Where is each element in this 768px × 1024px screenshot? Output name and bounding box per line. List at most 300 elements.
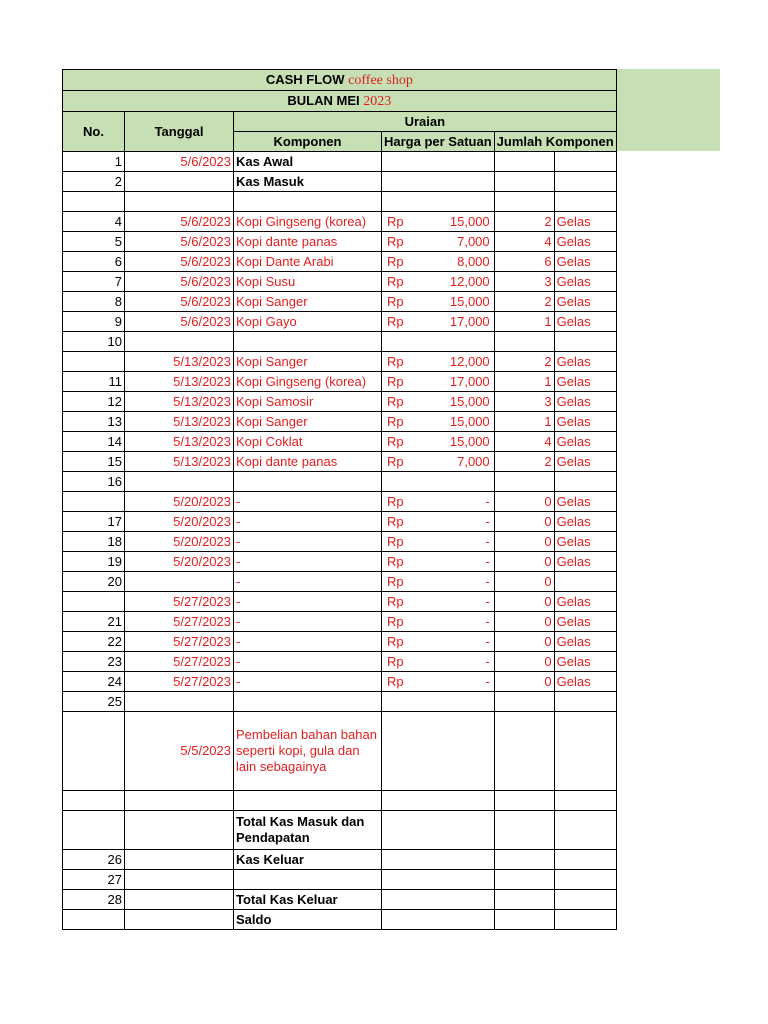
cell-unit[interactable]: Gelas bbox=[554, 612, 616, 632]
cell-komponen[interactable]: - bbox=[234, 652, 382, 672]
currency-label: Rp bbox=[387, 554, 404, 569]
cell-unit[interactable]: Gelas bbox=[554, 412, 616, 432]
cell-qty[interactable]: 0 bbox=[494, 572, 554, 592]
currency-label: Rp bbox=[387, 274, 404, 289]
cell-unit[interactable]: Gelas bbox=[554, 512, 616, 532]
cell-unit[interactable] bbox=[554, 472, 616, 492]
cash-flow-table bbox=[62, 69, 617, 930]
cell-tanggal[interactable] bbox=[125, 572, 234, 592]
header-highlight-extension bbox=[603, 69, 720, 151]
cell-tanggal[interactable]: 5/27/2023 bbox=[125, 652, 234, 672]
cash-flow-sheet bbox=[62, 69, 617, 930]
cell-qty[interactable] bbox=[494, 712, 554, 791]
currency-label: Rp bbox=[387, 494, 404, 509]
cell-unit[interactable]: Gelas bbox=[554, 232, 616, 252]
cell-harga[interactable] bbox=[382, 791, 495, 811]
cell-komponen[interactable]: Kopi Gayo bbox=[234, 312, 382, 332]
cell-no[interactable]: 6 bbox=[63, 252, 125, 272]
cell-unit[interactable]: Gelas bbox=[554, 312, 616, 332]
cell-tanggal[interactable]: 5/6/2023 bbox=[125, 272, 234, 292]
cell-no[interactable] bbox=[63, 592, 125, 612]
cell-qty[interactable] bbox=[494, 172, 554, 192]
cell-komponen[interactable]: - bbox=[234, 532, 382, 552]
cell-tanggal[interactable] bbox=[125, 890, 234, 910]
cell-harga[interactable] bbox=[382, 512, 495, 532]
price-value: - bbox=[485, 634, 490, 649]
cell-komponen[interactable]: - bbox=[234, 572, 382, 592]
cell-tanggal[interactable]: 5/27/2023 bbox=[125, 672, 234, 692]
saldo-label[interactable]: Saldo bbox=[234, 910, 382, 930]
cell-qty[interactable]: 3 bbox=[494, 272, 554, 292]
cell-qty[interactable]: 4 bbox=[494, 232, 554, 252]
cell-komponen[interactable]: Kopi Coklat bbox=[234, 432, 382, 452]
cell-no[interactable]: 15 bbox=[63, 452, 125, 472]
cell-unit[interactable] bbox=[554, 791, 616, 811]
cell-tanggal[interactable] bbox=[125, 332, 234, 352]
cell-komponen[interactable]: - bbox=[234, 512, 382, 532]
cell-qty[interactable]: 0 bbox=[494, 632, 554, 652]
cell-harga[interactable] bbox=[382, 552, 495, 572]
title-suffix: coffee shop bbox=[348, 73, 413, 88]
cell-no[interactable]: 25 bbox=[63, 692, 125, 712]
cell-unit[interactable] bbox=[554, 910, 616, 930]
cell-komponen[interactable]: - bbox=[234, 612, 382, 632]
cell-no[interactable] bbox=[63, 352, 125, 372]
cell-no[interactable]: 16 bbox=[63, 472, 125, 492]
cell-harga[interactable] bbox=[382, 910, 495, 930]
currency-label: Rp bbox=[387, 254, 404, 269]
cell-tanggal[interactable]: 5/6/2023 bbox=[125, 292, 234, 312]
cell-no[interactable]: 9 bbox=[63, 312, 125, 332]
table-row bbox=[63, 672, 617, 692]
cell-komponen[interactable]: - bbox=[234, 552, 382, 572]
cell-no[interactable]: 14 bbox=[63, 432, 125, 452]
cell-no[interactable]: 19 bbox=[63, 552, 125, 572]
cell-harga[interactable] bbox=[382, 692, 495, 712]
price-value: 8,000 bbox=[457, 254, 490, 269]
month-year: 2023 bbox=[363, 94, 392, 109]
cell-tanggal[interactable] bbox=[125, 850, 234, 870]
month-prefix: BULAN MEI bbox=[287, 93, 360, 108]
cell-unit[interactable]: Gelas bbox=[554, 632, 616, 652]
currency-label: Rp bbox=[387, 574, 404, 589]
kas-keluar-label[interactable]: Kas Keluar bbox=[234, 850, 382, 870]
cell-unit[interactable]: Gelas bbox=[554, 492, 616, 512]
cell-qty[interactable]: 3 bbox=[494, 392, 554, 412]
cell-unit[interactable]: Gelas bbox=[554, 452, 616, 472]
cell-unit[interactable]: Gelas bbox=[554, 552, 616, 572]
table-row bbox=[63, 712, 617, 791]
cell-no[interactable]: 12 bbox=[63, 392, 125, 412]
cell-harga[interactable] bbox=[382, 372, 495, 392]
sheet-title[interactable] bbox=[63, 70, 617, 91]
cell-qty[interactable] bbox=[494, 870, 554, 890]
cell-komponen[interactable]: Kas Awal bbox=[234, 152, 382, 172]
col-header-harga[interactable]: Harga per Satuan bbox=[382, 132, 495, 152]
cell-no[interactable]: 20 bbox=[63, 572, 125, 592]
price-value: 17,000 bbox=[449, 314, 490, 329]
col-header-tanggal[interactable]: Tanggal bbox=[125, 112, 234, 152]
cell-qty[interactable] bbox=[494, 811, 554, 850]
cell-harga[interactable] bbox=[382, 252, 495, 272]
cell-tanggal[interactable] bbox=[125, 791, 234, 811]
currency-label: Rp bbox=[387, 354, 404, 369]
table-row bbox=[63, 512, 617, 532]
currency-label: Rp bbox=[387, 654, 404, 669]
cell-qty[interactable]: 2 bbox=[494, 452, 554, 472]
cell-unit[interactable] bbox=[554, 712, 616, 791]
table-row bbox=[63, 212, 617, 232]
cell-unit[interactable] bbox=[554, 811, 616, 850]
cell-no[interactable] bbox=[63, 492, 125, 512]
table-row bbox=[63, 472, 617, 492]
cell-harga[interactable] bbox=[382, 392, 495, 412]
cell-harga[interactable] bbox=[382, 532, 495, 552]
cell-tanggal[interactable]: 5/6/2023 bbox=[125, 312, 234, 332]
cell-harga[interactable] bbox=[382, 811, 495, 850]
cell-tanggal[interactable]: 5/20/2023 bbox=[125, 512, 234, 532]
cell-unit[interactable]: Gelas bbox=[554, 432, 616, 452]
price-value: - bbox=[485, 574, 490, 589]
cell-tanggal[interactable]: 5/20/2023 bbox=[125, 532, 234, 552]
currency-label: Rp bbox=[387, 614, 404, 629]
table-row bbox=[63, 432, 617, 452]
cell-komponen[interactable]: Kopi Gingseng (korea) bbox=[234, 372, 382, 392]
price-value: - bbox=[485, 654, 490, 669]
cell-no[interactable]: 10 bbox=[63, 332, 125, 352]
cell-tanggal[interactable]: 5/13/2023 bbox=[125, 392, 234, 412]
table-row bbox=[63, 232, 617, 252]
table-row bbox=[63, 850, 617, 870]
cell-tanggal[interactable]: 5/13/2023 bbox=[125, 432, 234, 452]
cell-harga[interactable] bbox=[382, 272, 495, 292]
currency-label: Rp bbox=[387, 314, 404, 329]
cell-no[interactable] bbox=[63, 791, 125, 811]
col-header-komponen[interactable]: Komponen bbox=[234, 132, 382, 152]
cell-harga[interactable] bbox=[382, 672, 495, 692]
price-value: 15,000 bbox=[449, 294, 490, 309]
cell-no[interactable]: 24 bbox=[63, 672, 125, 692]
cell-harga[interactable] bbox=[382, 592, 495, 612]
cell-komponen[interactable]: - bbox=[234, 492, 382, 512]
table-row bbox=[63, 870, 617, 890]
price-value: 12,000 bbox=[449, 354, 490, 369]
cell-unit[interactable]: Gelas bbox=[554, 672, 616, 692]
cell-no[interactable]: 26 bbox=[63, 850, 125, 870]
col-header-no[interactable]: No. bbox=[63, 112, 125, 152]
cell-unit[interactable]: Gelas bbox=[554, 372, 616, 392]
table-row bbox=[63, 910, 617, 930]
cell-harga[interactable] bbox=[382, 850, 495, 870]
cell-komponen[interactable]: - bbox=[234, 672, 382, 692]
table-row bbox=[63, 152, 617, 172]
currency-label: Rp bbox=[387, 634, 404, 649]
cell-qty[interactable] bbox=[494, 850, 554, 870]
cell-komponen[interactable]: Kopi Susu bbox=[234, 272, 382, 292]
cell-no[interactable]: 7 bbox=[63, 272, 125, 292]
cell-no[interactable]: 17 bbox=[63, 512, 125, 532]
col-header-jumlah[interactable]: Jumlah Komponen bbox=[494, 132, 616, 152]
cell-no[interactable]: 2 bbox=[63, 172, 125, 192]
cell-harga[interactable] bbox=[382, 572, 495, 592]
cell-tanggal[interactable]: 5/27/2023 bbox=[125, 632, 234, 652]
title-prefix: CASH FLOW bbox=[265, 72, 345, 87]
cell-harga[interactable] bbox=[382, 172, 495, 192]
cell-harga[interactable] bbox=[382, 192, 495, 212]
cell-unit[interactable] bbox=[554, 870, 616, 890]
cell-no[interactable]: 21 bbox=[63, 612, 125, 632]
table-row bbox=[63, 692, 617, 712]
col-header-uraian[interactable]: Uraian bbox=[234, 112, 617, 132]
cell-no[interactable]: 23 bbox=[63, 652, 125, 672]
cell-komponen[interactable]: Kopi Dante Arabi bbox=[234, 252, 382, 272]
cell-komponen[interactable]: Kopi Gingseng (korea) bbox=[234, 212, 382, 232]
price-value: 12,000 bbox=[449, 274, 490, 289]
total-kas-keluar-label[interactable]: Total Kas Keluar bbox=[234, 890, 382, 910]
cell-harga[interactable] bbox=[382, 712, 495, 791]
cell-qty[interactable] bbox=[494, 472, 554, 492]
table-row bbox=[63, 791, 617, 811]
currency-label: Rp bbox=[387, 394, 404, 409]
cell-qty[interactable]: 1 bbox=[494, 412, 554, 432]
cell-tanggal[interactable] bbox=[125, 192, 234, 212]
table-row bbox=[63, 552, 617, 572]
cell-komponen[interactable] bbox=[234, 870, 382, 890]
cell-komponen[interactable]: Kopi dante panas bbox=[234, 232, 382, 252]
table-row bbox=[63, 652, 617, 672]
cell-tanggal[interactable]: 5/5/2023 bbox=[125, 712, 234, 791]
cell-qty[interactable]: 2 bbox=[494, 352, 554, 372]
cell-harga[interactable] bbox=[382, 890, 495, 910]
cell-unit[interactable]: Gelas bbox=[554, 252, 616, 272]
cell-no[interactable]: 27 bbox=[63, 870, 125, 890]
currency-label: Rp bbox=[387, 294, 404, 309]
table-row bbox=[63, 532, 617, 552]
cell-harga[interactable] bbox=[382, 472, 495, 492]
cell-qty[interactable]: 0 bbox=[494, 672, 554, 692]
cell-unit[interactable]: Gelas bbox=[554, 392, 616, 412]
price-value: 7,000 bbox=[457, 234, 490, 249]
currency-label: Rp bbox=[387, 514, 404, 529]
cell-harga[interactable] bbox=[382, 870, 495, 890]
cell-tanggal[interactable]: 5/20/2023 bbox=[125, 492, 234, 512]
table-row bbox=[63, 312, 617, 332]
price-value: - bbox=[485, 594, 490, 609]
price-value: - bbox=[485, 674, 490, 689]
cell-no[interactable]: 11 bbox=[63, 372, 125, 392]
cell-no[interactable]: 8 bbox=[63, 292, 125, 312]
cell-qty[interactable]: 0 bbox=[494, 652, 554, 672]
cell-harga[interactable] bbox=[382, 232, 495, 252]
table-row bbox=[63, 172, 617, 192]
price-value: 15,000 bbox=[449, 434, 490, 449]
table-row bbox=[63, 632, 617, 652]
price-value: 15,000 bbox=[449, 414, 490, 429]
cell-tanggal[interactable] bbox=[125, 870, 234, 890]
cell-tanggal[interactable] bbox=[125, 472, 234, 492]
cell-qty[interactable] bbox=[494, 910, 554, 930]
cell-qty[interactable]: 0 bbox=[494, 592, 554, 612]
cell-komponen[interactable] bbox=[234, 192, 382, 212]
cell-tanggal[interactable]: 5/6/2023 bbox=[125, 232, 234, 252]
cell-qty[interactable]: 1 bbox=[494, 372, 554, 392]
cell-komponen[interactable]: Kopi Sanger bbox=[234, 352, 382, 372]
cell-qty[interactable]: 0 bbox=[494, 612, 554, 632]
table-row bbox=[63, 332, 617, 352]
currency-label: Rp bbox=[387, 594, 404, 609]
table-row bbox=[63, 492, 617, 512]
cell-no[interactable] bbox=[63, 910, 125, 930]
cell-tanggal[interactable] bbox=[125, 910, 234, 930]
cell-tanggal[interactable]: 5/6/2023 bbox=[125, 212, 234, 232]
cell-harga[interactable] bbox=[382, 332, 495, 352]
cell-harga[interactable] bbox=[382, 352, 495, 372]
cell-unit[interactable]: Gelas bbox=[554, 272, 616, 292]
cell-qty[interactable]: 0 bbox=[494, 552, 554, 572]
cell-unit[interactable] bbox=[554, 572, 616, 592]
cell-qty[interactable]: 2 bbox=[494, 212, 554, 232]
cell-tanggal[interactable]: 5/27/2023 bbox=[125, 612, 234, 632]
price-value: - bbox=[485, 514, 490, 529]
cell-qty[interactable]: 0 bbox=[494, 512, 554, 532]
cell-tanggal[interactable]: 5/13/2023 bbox=[125, 372, 234, 392]
cell-komponen[interactable] bbox=[234, 332, 382, 352]
currency-label: Rp bbox=[387, 434, 404, 449]
cell-unit[interactable]: Gelas bbox=[554, 532, 616, 552]
table-row bbox=[63, 592, 617, 612]
cell-tanggal[interactable] bbox=[125, 172, 234, 192]
cell-tanggal[interactable]: 5/13/2023 bbox=[125, 352, 234, 372]
cell-harga[interactable] bbox=[382, 152, 495, 172]
cell-qty[interactable]: 6 bbox=[494, 252, 554, 272]
cell-harga[interactable] bbox=[382, 212, 495, 232]
cell-komponen[interactable] bbox=[234, 791, 382, 811]
cell-harga[interactable] bbox=[382, 652, 495, 672]
cell-qty[interactable]: 0 bbox=[494, 532, 554, 552]
currency-label: Rp bbox=[387, 374, 404, 389]
price-value: - bbox=[485, 614, 490, 629]
cell-qty[interactable]: 2 bbox=[494, 292, 554, 312]
cell-unit[interactable] bbox=[554, 692, 616, 712]
cell-unit[interactable] bbox=[554, 850, 616, 870]
cell-tanggal[interactable] bbox=[125, 811, 234, 850]
cell-harga[interactable] bbox=[382, 412, 495, 432]
cell-komponen[interactable]: Kopi Samosir bbox=[234, 392, 382, 412]
cell-komponen[interactable]: Kopi Sanger bbox=[234, 292, 382, 312]
cell-harga[interactable] bbox=[382, 492, 495, 512]
cell-unit[interactable] bbox=[554, 332, 616, 352]
cell-unit[interactable] bbox=[554, 192, 616, 212]
cell-no[interactable]: 4 bbox=[63, 212, 125, 232]
table-row bbox=[63, 252, 617, 272]
cell-no[interactable]: 5 bbox=[63, 232, 125, 252]
cell-unit[interactable] bbox=[554, 152, 616, 172]
cell-komponen[interactable] bbox=[234, 692, 382, 712]
cell-no[interactable] bbox=[63, 192, 125, 212]
table-row bbox=[63, 412, 617, 432]
cell-komponen[interactable]: Pembelian bahan bahan seperti kopi, gula dan lain sebagainya bbox=[234, 712, 382, 791]
cell-no[interactable] bbox=[63, 811, 125, 850]
currency-label: Rp bbox=[387, 674, 404, 689]
cell-komponen[interactable] bbox=[234, 472, 382, 492]
currency-label: Rp bbox=[387, 454, 404, 469]
cell-unit[interactable]: Gelas bbox=[554, 592, 616, 612]
cell-tanggal[interactable] bbox=[125, 692, 234, 712]
cell-komponen[interactable]: - bbox=[234, 632, 382, 652]
currency-label: Rp bbox=[387, 414, 404, 429]
cell-tanggal[interactable]: 5/27/2023 bbox=[125, 592, 234, 612]
cell-qty[interactable] bbox=[494, 152, 554, 172]
cell-tanggal[interactable]: 5/6/2023 bbox=[125, 152, 234, 172]
table-row bbox=[63, 811, 617, 850]
table-row bbox=[63, 192, 617, 212]
total-kas-masuk-label[interactable]: Total Kas Masuk dan Pendapatan bbox=[234, 811, 382, 850]
cell-no[interactable] bbox=[63, 712, 125, 791]
cell-unit[interactable]: Gelas bbox=[554, 352, 616, 372]
table-row bbox=[63, 612, 617, 632]
price-value: - bbox=[485, 534, 490, 549]
cell-harga[interactable] bbox=[382, 312, 495, 332]
price-value: 7,000 bbox=[457, 454, 490, 469]
cell-qty[interactable] bbox=[494, 332, 554, 352]
cell-harga[interactable] bbox=[382, 292, 495, 312]
currency-label: Rp bbox=[387, 534, 404, 549]
cell-komponen[interactable]: Kas Masuk bbox=[234, 172, 382, 192]
cell-no[interactable]: 22 bbox=[63, 632, 125, 652]
cell-qty[interactable]: 0 bbox=[494, 492, 554, 512]
cell-tanggal[interactable]: 5/13/2023 bbox=[125, 412, 234, 432]
cell-harga[interactable] bbox=[382, 612, 495, 632]
cell-qty[interactable] bbox=[494, 791, 554, 811]
cell-unit[interactable]: Gelas bbox=[554, 292, 616, 312]
cell-tanggal[interactable]: 5/20/2023 bbox=[125, 552, 234, 572]
table-row bbox=[63, 372, 617, 392]
cell-komponen[interactable]: - bbox=[234, 592, 382, 612]
currency-label: Rp bbox=[387, 214, 404, 229]
cell-no[interactable]: 13 bbox=[63, 412, 125, 432]
cell-qty[interactable] bbox=[494, 192, 554, 212]
price-value: 17,000 bbox=[449, 374, 490, 389]
price-value: - bbox=[485, 554, 490, 569]
cell-unit[interactable]: Gelas bbox=[554, 652, 616, 672]
cell-no[interactable]: 1 bbox=[63, 152, 125, 172]
table-row bbox=[63, 392, 617, 412]
cell-no[interactable]: 18 bbox=[63, 532, 125, 552]
cell-qty[interactable]: 1 bbox=[494, 312, 554, 332]
table-row bbox=[63, 890, 617, 910]
cell-qty[interactable] bbox=[494, 692, 554, 712]
cell-harga[interactable] bbox=[382, 452, 495, 472]
table-row bbox=[63, 452, 617, 472]
table-row bbox=[63, 572, 617, 592]
cell-qty[interactable]: 4 bbox=[494, 432, 554, 452]
cell-tanggal[interactable]: 5/13/2023 bbox=[125, 452, 234, 472]
sheet-month[interactable] bbox=[63, 91, 617, 112]
cell-komponen[interactable]: Kopi Sanger bbox=[234, 412, 382, 432]
price-value: 15,000 bbox=[449, 394, 490, 409]
cell-tanggal[interactable]: 5/6/2023 bbox=[125, 252, 234, 272]
cell-harga[interactable] bbox=[382, 632, 495, 652]
cell-unit[interactable]: Gelas bbox=[554, 212, 616, 232]
cell-no[interactable]: 28 bbox=[63, 890, 125, 910]
table-row bbox=[63, 352, 617, 372]
cell-unit[interactable] bbox=[554, 890, 616, 910]
cell-unit[interactable] bbox=[554, 172, 616, 192]
cell-harga[interactable] bbox=[382, 432, 495, 452]
price-value: 15,000 bbox=[449, 214, 490, 229]
cell-komponen[interactable]: Kopi dante panas bbox=[234, 452, 382, 472]
cell-qty[interactable] bbox=[494, 890, 554, 910]
